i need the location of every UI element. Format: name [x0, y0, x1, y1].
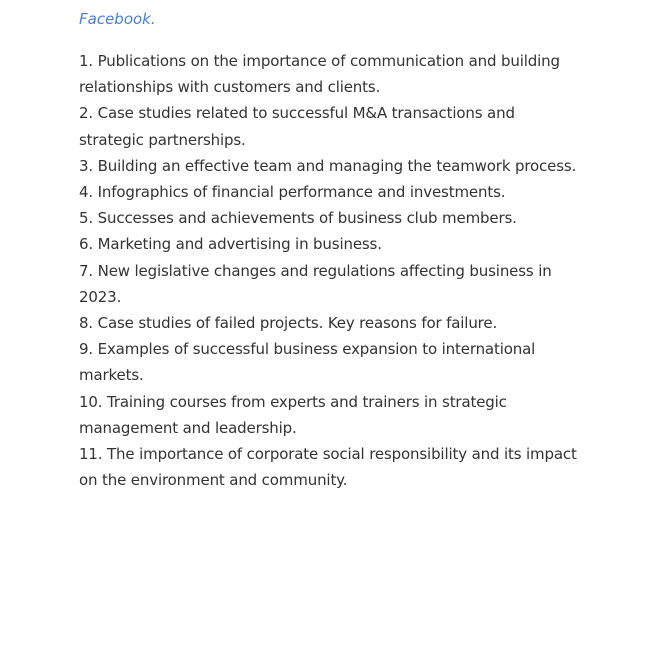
list-item: 6. Marketing and advertising in business.	[79, 235, 382, 254]
list-item: 11. The importance of corporate social responsibility and its impact on the environment and community.	[79, 445, 577, 490]
list-item: 5. Successes and achievements of business club members.	[79, 209, 517, 228]
facebook-link[interactable]: Facebook.	[79, 10, 156, 28]
list-item: 7. New legislative changes and regulations affecting business in 2023.	[79, 261, 552, 306]
topics-list	[79, 48, 579, 493]
article-content	[79, 6, 579, 493]
list-item: 3. Building an effective team and managing the teamwork process.	[79, 156, 577, 175]
list-item: 9. Examples of successful business expansion to international markets.	[79, 340, 536, 385]
list-item: 10. Training courses from experts and trainers in strategic management and leadership.	[79, 392, 507, 437]
list-item: 4. Infographics of financial performance and investments.	[79, 183, 506, 202]
list-item: 1. Publications on the importance of communication and building relationships with customers and clients.	[79, 52, 560, 97]
list-item: 2. Case studies related to successful M&A transactions and strategic partnerships.	[79, 104, 515, 149]
list-item: 8. Case studies of failed projects. Key reasons for failure.	[79, 314, 498, 333]
